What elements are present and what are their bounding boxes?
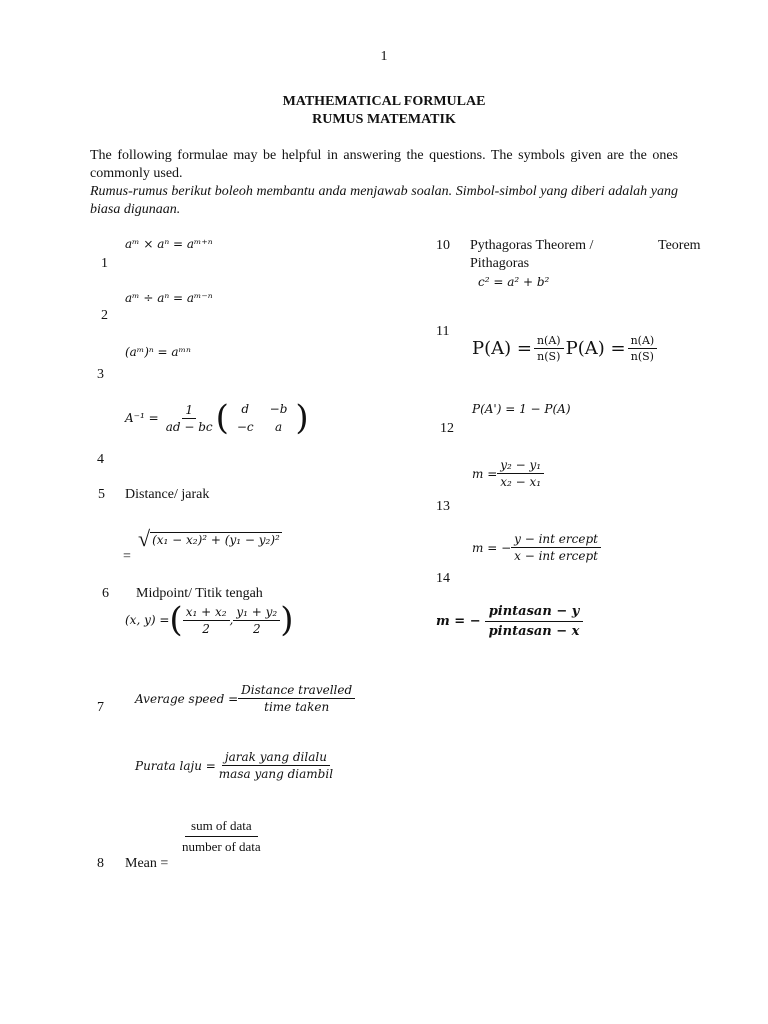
formula-14-lhs: m = − xyxy=(472,540,512,555)
formula-6-x-frac xyxy=(183,605,230,636)
formula-7-en xyxy=(135,683,355,714)
formula-10-label-ms: Teorem xyxy=(658,238,701,253)
formula-11-den-1: n(S) xyxy=(537,350,561,363)
formula-6-label: Midpoint/ Titik tengah xyxy=(136,586,263,601)
formula-5-label: Distance/ jarak xyxy=(125,487,210,502)
formula-8-label: Mean = xyxy=(125,856,169,871)
formula-14-den-b: pintasan − x xyxy=(488,624,580,639)
right-paren: ) xyxy=(295,398,309,438)
formula-13-lhs: m = xyxy=(472,466,498,481)
intro-english: The following formulae may be helpful in answering the questions. The symbols given are the ones commonly used. xyxy=(90,148,678,181)
formula-14-number: 14 xyxy=(436,571,450,586)
formula-7-num-en: Distance travelled xyxy=(238,683,355,699)
formula-14-frac-b xyxy=(485,604,584,639)
left-paren: ( xyxy=(215,398,229,438)
formula-2: aᵐ ÷ aⁿ = aᵐ⁻ⁿ xyxy=(125,291,213,305)
title-malay: RUMUS MATEMATIK xyxy=(312,112,456,127)
formula-11-mid: P(A) = xyxy=(565,338,626,359)
formula-11-frac-1 xyxy=(534,334,564,363)
formula-11-number: 11 xyxy=(436,324,450,339)
formula-4-number: 4 xyxy=(97,452,104,467)
formula-10-label-ms-2: Pithagoras xyxy=(470,256,530,271)
title-english: MATHEMATICAL FORMULAE xyxy=(282,94,486,109)
formula-12-number: 12 xyxy=(440,421,454,436)
formula-12: P(A') = 1 − P(A) xyxy=(472,402,571,416)
formula-13-num: y₂ − y₁ xyxy=(497,458,544,474)
sqrt-icon: √ xyxy=(138,526,151,551)
matrix-cell: −c xyxy=(236,420,254,434)
formula-4-matrix xyxy=(229,400,296,436)
formula-1: aᵐ × aⁿ = aᵐ⁺ⁿ xyxy=(125,237,213,251)
formula-11 xyxy=(472,334,657,363)
formula-14-den: x − int ercept xyxy=(514,549,598,563)
formula-8-num: sum of data xyxy=(185,818,258,837)
formula-6-y-den: 2 xyxy=(252,621,261,636)
formula-14-num: y − int ercept xyxy=(511,532,601,548)
formula-10: c² = a² + b² xyxy=(478,275,550,289)
formula-7-num-ms: jarak yang dilalu xyxy=(222,750,330,766)
formula-13-den: x₂ − x₁ xyxy=(500,475,542,489)
formula-4 xyxy=(125,400,309,436)
formula-1-number: 1 xyxy=(101,256,108,271)
formula-6-x-num: x₁ + x₂ xyxy=(183,605,230,621)
formula-10-label-en: Pythagoras Theorem / xyxy=(470,238,594,253)
formula-11-lhs: P(A) = xyxy=(472,338,532,359)
matrix-cell: −b xyxy=(269,402,288,416)
formula-6-y-frac xyxy=(233,605,280,636)
formula-5-sqrt xyxy=(138,526,282,552)
formula-11-num-1: n(A) xyxy=(534,334,564,349)
formula-4-frac-den: ad − bc xyxy=(165,419,213,434)
formula-4-frac-num: 1 xyxy=(182,403,196,419)
formula-11-num-2: n(A) xyxy=(628,334,658,349)
comma: , xyxy=(229,613,234,627)
formula-7-lhs-ms: Purata laju = xyxy=(135,758,216,773)
formula-7-ms xyxy=(135,750,336,781)
formula-14-num-b: pintasan − y xyxy=(485,604,584,622)
formula-14-lhs-b: m = − xyxy=(436,614,481,629)
formula-3: (aᵐ)ⁿ = aᵐⁿ xyxy=(125,345,191,359)
formula-8-den: number of data xyxy=(182,839,261,854)
formula-5-equals: = xyxy=(123,549,131,564)
formula-8-number: 8 xyxy=(97,856,104,871)
formula-7-den-en: time taken xyxy=(264,700,330,714)
formula-14-frac xyxy=(511,532,601,563)
left-paren: ( xyxy=(169,600,183,640)
formula-10-number: 10 xyxy=(436,238,450,253)
matrix-cell: d xyxy=(241,402,250,416)
formula-11-den-2: n(S) xyxy=(630,350,654,363)
page-number: 1 xyxy=(380,49,388,64)
formula-3-number: 3 xyxy=(97,367,104,382)
formula-7-frac-ms xyxy=(216,750,336,781)
formula-7-number: 7 xyxy=(97,700,104,715)
formula-7-frac-en xyxy=(238,683,355,714)
formula-13-frac xyxy=(497,458,544,489)
formula-5-radicand: (x₁ − x₂)² + (y₁ − y₂)² xyxy=(152,532,280,547)
formula-13 xyxy=(472,458,544,489)
formula-14-en xyxy=(472,532,601,563)
right-paren: ) xyxy=(280,600,294,640)
formula-14-ms xyxy=(436,604,583,639)
formula-4-lhs: A⁻¹ = xyxy=(125,411,159,425)
formula-6-lhs: (x, y) = xyxy=(125,613,170,627)
formula-7-den-ms: masa yang diambil xyxy=(218,767,334,781)
formula-8-fraction xyxy=(176,818,267,855)
formula-2-number: 2 xyxy=(101,308,108,323)
intro-malay: Rumus-rumus berikut boleoh membantu anda menjawab soalan. Simbol-simbol yang diberi adalah yang biasa digunaan. xyxy=(90,184,678,217)
formula-6 xyxy=(125,600,294,640)
formula-6-number: 6 xyxy=(102,586,109,601)
formula-4-fraction xyxy=(163,403,216,434)
formula-5-number: 5 xyxy=(98,487,105,502)
matrix-cell: a xyxy=(274,420,283,434)
formula-6-y-num: y₁ + y₂ xyxy=(233,605,280,621)
formula-13-number: 13 xyxy=(436,499,450,514)
formula-7-lhs-en: Average speed = xyxy=(135,691,239,706)
formula-11-frac-2 xyxy=(628,334,658,363)
formula-6-x-den: 2 xyxy=(202,621,210,636)
